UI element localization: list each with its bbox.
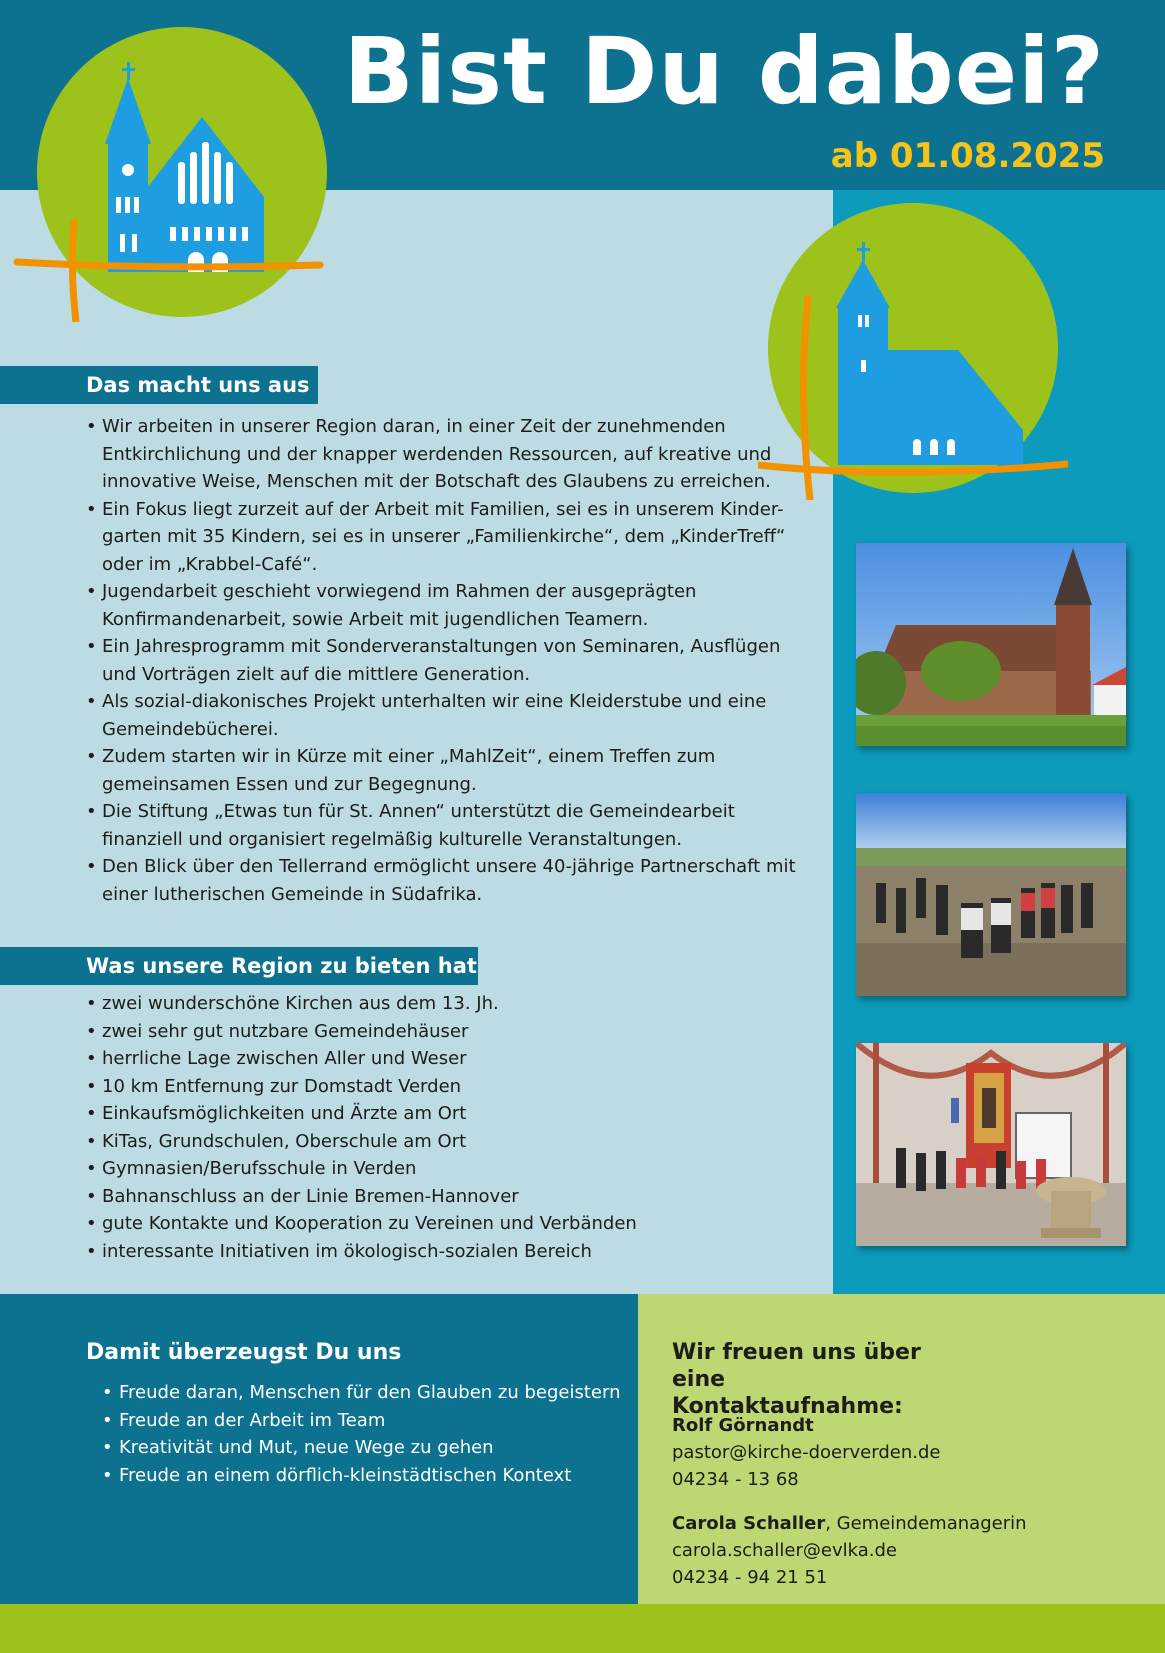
contact-heading: Wir freuen uns über eine Kontaktaufnahme:: [672, 1340, 921, 1419]
contact-name: Carola Schaller: [672, 1513, 826, 1534]
list-item: • Freude an der Arbeit im Team: [102, 1407, 621, 1435]
church-logo-left: [12, 22, 332, 322]
list-item: • zwei wunderschöne Kirchen aus dem 13. Jh.: [86, 990, 806, 1018]
contact-role: , Gemeindemanagerin: [825, 1513, 1027, 1534]
photo-church-interior: [856, 1043, 1126, 1246]
section-heading-about: Das macht uns aus: [0, 366, 318, 404]
requirements-list: [102, 1379, 621, 1489]
list-item: • Bahnanschluss an der Linie Bremen-Hannover: [86, 1183, 806, 1211]
contact-email-link[interactable]: pastor@kirche-doerverden.de: [672, 1442, 941, 1463]
list-item: • 10 km Entfernung zur Domstadt Verden: [86, 1073, 806, 1101]
list-item: • Die Stiftung „Etwas tun für St. Annen“ unterstützt die Gemeindearbeit finanziell und organisiert regelmäßig kulturelle Veranstaltungen.: [86, 798, 806, 853]
list-item: • Einkaufsmöglichkeiten und Ärzte am Ort: [86, 1100, 806, 1128]
list-item: • Wir arbeiten in unserer Region daran, in einer Zeit der zunehmenden Entkirchlichung und der knapper werdenden Ressourcen, auf kreative und innovative Weise, Menschen mit der Botschaft des Glaubens zu erreichen.: [86, 413, 806, 496]
contact-phone[interactable]: 04234 - 94 21 51: [672, 1567, 828, 1588]
list-item: • Als sozial-diakonisches Projekt unterhalten wir eine Kleiderstube und eine Gemeindebücherei.: [86, 688, 806, 743]
list-item: • Freude daran, Menschen für den Glauben zu begeistern: [102, 1379, 621, 1407]
list-item: • Kreativität und Mut, neue Wege zu gehen: [102, 1434, 621, 1462]
list-item: • Jugendarbeit geschieht vorwiegend im Rahmen der ausgeprägten Konfirmandenarbeit, sowie Arbeit mit jugendlichen Teamern.: [86, 578, 806, 633]
list-item: • Den Blick über den Tellerrand ermöglicht unsere 40-jährige Partnerschaft mit einer lutherischen Gemeinde in Südafrika.: [86, 853, 806, 908]
list-item: • Ein Fokus liegt zurzeit auf der Arbeit mit Familien, sei es in unserem Kinder-garten mit 35 Kindern, sei es in unserer „Familienkirche“, dem „KinderTreff“ oder im „Krabbel-Café“.: [86, 496, 806, 579]
requirements-heading: Damit überzeugst Du uns: [86, 1340, 402, 1365]
list-item: • gute Kontakte und Kooperation zu Vereinen und Verbänden: [86, 1210, 806, 1238]
contact-carola: [672, 1510, 1027, 1591]
list-item: • KiTas, Grundschulen, Oberschule am Ort: [86, 1128, 806, 1156]
list-item: • Gymnasien/Berufsschule in Verden: [86, 1155, 806, 1183]
contact-phone[interactable]: 04234 - 13 68: [672, 1469, 799, 1490]
contact-name: Rolf Görnandt: [672, 1415, 814, 1436]
page-title: Bist Du dabei?: [343, 18, 1105, 125]
bottom-bar: [0, 1604, 1165, 1653]
section-heading-region: Was unsere Region zu bieten hat: [0, 947, 478, 985]
list-item: • Zudem starten wir in Kürze mit einer „MahlZeit“, einem Treffen zum gemeinsamen Essen und zur Begegnung.: [86, 743, 806, 798]
list-item: • interessante Initiativen im ökologisch-sozialen Bereich: [86, 1238, 806, 1266]
contact-email-link[interactable]: carola.schaller@evlka.de: [672, 1540, 897, 1561]
list-item: • herrliche Lage zwischen Aller und Weser: [86, 1045, 806, 1073]
photo-church-exterior: [856, 543, 1126, 746]
contact-rolf: [672, 1412, 940, 1493]
about-list: [86, 413, 806, 908]
start-date: ab 01.08.2025: [830, 136, 1105, 176]
region-list: [86, 990, 806, 1265]
list-item: • zwei sehr gut nutzbare Gemeindehäuser: [86, 1018, 806, 1046]
list-item: • Ein Jahresprogramm mit Sonderveranstaltungen von Seminaren, Ausflügen und Vorträgen zielt auf die mittlere Generation.: [86, 633, 806, 688]
list-item: • Freude an einem dörflich-kleinstädtischen Kontext: [102, 1462, 621, 1490]
photo-youth-group: [856, 793, 1126, 996]
